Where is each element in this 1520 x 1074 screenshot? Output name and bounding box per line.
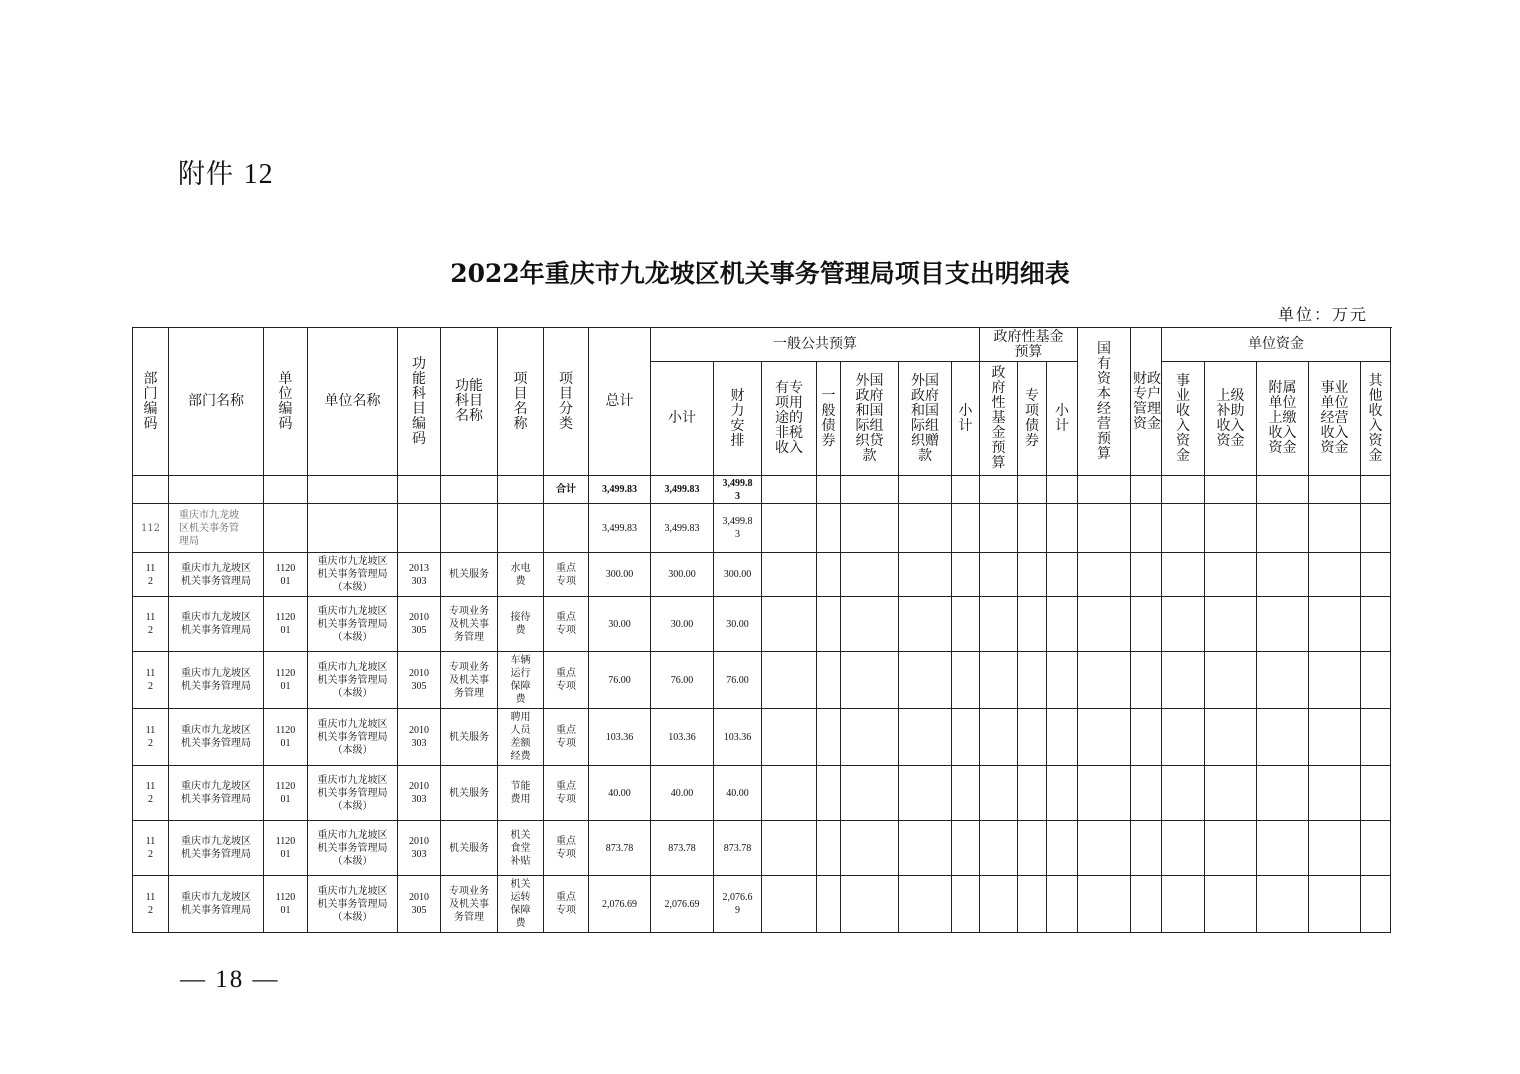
table-row xyxy=(133,876,1391,933)
row-proj-type: 重点专项 xyxy=(544,766,589,821)
empty-cell xyxy=(817,876,841,933)
empty-cell xyxy=(1078,766,1131,821)
row-func-code: 2010303 xyxy=(398,821,441,876)
dept-row-fiscal: 3,499.83 xyxy=(714,504,762,553)
empty-cell xyxy=(1361,709,1391,766)
empty-cell xyxy=(841,766,899,821)
attachment-number: 12 xyxy=(243,159,274,190)
empty-cell xyxy=(762,709,817,766)
header-gf-budget: 政府性基金预算 xyxy=(980,362,1018,476)
empty-cell xyxy=(952,821,980,876)
row-total: 2,076.69 xyxy=(589,876,651,933)
empty-cell xyxy=(1361,821,1391,876)
empty-cell xyxy=(1257,553,1309,597)
empty-cell xyxy=(1047,876,1078,933)
row-dept-name: 重庆市九龙坡区机关事务管理局 xyxy=(169,597,264,652)
empty-cell xyxy=(899,597,952,652)
empty-cell xyxy=(1078,597,1131,652)
header-gb-nontax: 有专项用途的非税收入 xyxy=(762,362,817,476)
empty-cell xyxy=(1018,876,1047,933)
table-row xyxy=(133,652,1391,709)
empty-cell xyxy=(1361,652,1391,709)
summary-fiscal: 3,499.83 xyxy=(714,476,762,504)
summary-subtotal: 3,499.83 xyxy=(651,476,714,504)
empty-cell xyxy=(762,766,817,821)
empty-cell xyxy=(1047,821,1078,876)
header-total: 总计 xyxy=(589,328,651,476)
empty-cell xyxy=(762,876,817,933)
row-func-code: 2010305 xyxy=(398,652,441,709)
row-fiscal: 76.00 xyxy=(714,652,762,709)
dept-row-total: 3,499.83 xyxy=(589,504,651,553)
row-unit-name: 重庆市九龙坡区机关事务管理局（本级） xyxy=(308,597,398,652)
row-subtotal: 873.78 xyxy=(651,821,714,876)
header-gb-subtotal: 小计 xyxy=(651,362,714,476)
empty-cell xyxy=(762,652,817,709)
empty-cell xyxy=(1309,597,1361,652)
empty-cell xyxy=(1047,553,1078,597)
table-row xyxy=(133,766,1391,821)
empty-cell xyxy=(1205,652,1257,709)
row-dept-name: 重庆市九龙坡区机关事务管理局 xyxy=(169,553,264,597)
empty-cell xyxy=(899,652,952,709)
empty-cell xyxy=(1309,709,1361,766)
empty-cell xyxy=(952,876,980,933)
row-unit-code: 112001 xyxy=(264,709,308,766)
row-func-code: 2010303 xyxy=(398,709,441,766)
row-dept-code: 112 xyxy=(133,709,169,766)
empty-cell xyxy=(1018,821,1047,876)
row-func-name: 机关服务 xyxy=(441,709,498,766)
table-row xyxy=(133,597,1391,652)
row-dept-code: 112 xyxy=(133,821,169,876)
header-uf-subtotal: 小计 xyxy=(1047,362,1078,476)
header-uf-superior: 上级补助收入资金 xyxy=(1205,362,1257,476)
row-proj-type: 重点专项 xyxy=(544,709,589,766)
empty-cell xyxy=(1047,766,1078,821)
header-uf-business: 事业收入资金 xyxy=(1162,362,1205,476)
row-subtotal: 103.36 xyxy=(651,709,714,766)
empty-cell xyxy=(1018,597,1047,652)
empty-cell xyxy=(1131,709,1162,766)
empty-cell xyxy=(817,597,841,652)
row-func-name: 机关服务 xyxy=(441,553,498,597)
row-func-code: 2010305 xyxy=(398,876,441,933)
row-unit-code: 112001 xyxy=(264,597,308,652)
empty-cell xyxy=(1205,876,1257,933)
empty-cell xyxy=(817,652,841,709)
header-uf-other: 其他收入资金 xyxy=(1361,362,1391,476)
empty-cell xyxy=(1131,876,1162,933)
empty-cell xyxy=(1078,652,1131,709)
empty-cell xyxy=(1361,553,1391,597)
table-row xyxy=(133,553,1391,597)
row-subtotal: 40.00 xyxy=(651,766,714,821)
empty-cell xyxy=(1131,597,1162,652)
empty-cell xyxy=(841,876,899,933)
row-proj-name: 聘用人员差额经费 xyxy=(498,709,544,766)
header-general-budget: 一般公共预算 xyxy=(651,328,980,362)
empty-cell xyxy=(1257,709,1309,766)
row-dept-code: 112 xyxy=(133,553,169,597)
empty-cell xyxy=(980,709,1018,766)
row-proj-name: 接待费 xyxy=(498,597,544,652)
empty-cell xyxy=(1257,876,1309,933)
row-proj-name: 节能费用 xyxy=(498,766,544,821)
empty-cell xyxy=(1162,652,1205,709)
row-proj-name: 车辆运行保障费 xyxy=(498,652,544,709)
empty-cell xyxy=(1078,821,1131,876)
empty-cell xyxy=(980,652,1018,709)
row-func-name: 机关服务 xyxy=(441,821,498,876)
row-unit-name: 重庆市九龙坡区机关事务管理局（本级） xyxy=(308,553,398,597)
empty-cell xyxy=(841,821,899,876)
empty-cell xyxy=(762,597,817,652)
summary-total: 3,499.83 xyxy=(589,476,651,504)
row-total: 873.78 xyxy=(589,821,651,876)
empty-cell xyxy=(841,597,899,652)
empty-cell xyxy=(899,553,952,597)
empty-cell xyxy=(952,709,980,766)
empty-cell xyxy=(1078,876,1131,933)
empty-cell xyxy=(899,876,952,933)
row-dept-name: 重庆市九龙坡区机关事务管理局 xyxy=(169,876,264,933)
empty-cell xyxy=(1047,652,1078,709)
row-proj-name: 机关食堂补贴 xyxy=(498,821,544,876)
header-dept-code: 部门编码 xyxy=(133,328,169,476)
row-func-code: 2010305 xyxy=(398,597,441,652)
row-unit-name: 重庆市九龙坡区机关事务管理局（本级） xyxy=(308,876,398,933)
row-subtotal: 76.00 xyxy=(651,652,714,709)
empty-cell xyxy=(1257,652,1309,709)
row-fiscal: 30.00 xyxy=(714,597,762,652)
empty-cell xyxy=(1309,821,1361,876)
empty-cell xyxy=(1162,821,1205,876)
row-total: 300.00 xyxy=(589,553,651,597)
header-gf-subtotal: 小计 xyxy=(952,362,980,476)
row-proj-type: 重点专项 xyxy=(544,597,589,652)
row-unit-code: 112001 xyxy=(264,876,308,933)
row-total: 103.36 xyxy=(589,709,651,766)
empty-cell xyxy=(841,553,899,597)
row-func-code: 2010303 xyxy=(398,766,441,821)
row-unit-code: 112001 xyxy=(264,652,308,709)
empty-cell xyxy=(1131,821,1162,876)
empty-cell xyxy=(952,652,980,709)
header-dept-name: 部门名称 xyxy=(169,328,264,476)
empty-cell xyxy=(980,597,1018,652)
row-unit-code: 112001 xyxy=(264,766,308,821)
page-number: — 18 — xyxy=(180,966,280,993)
header-func-name: 功能科目名称 xyxy=(441,328,498,476)
row-proj-type: 重点专项 xyxy=(544,553,589,597)
row-unit-code: 112001 xyxy=(264,821,308,876)
empty-cell xyxy=(1361,597,1391,652)
row-proj-name: 机关运转保障费 xyxy=(498,876,544,933)
empty-cell xyxy=(1361,766,1391,821)
page-title: 2022年重庆市九龙坡区机关事务管理局项目支出明细表 xyxy=(450,259,1070,288)
row-proj-type: 重点专项 xyxy=(544,876,589,933)
dept-row-subtotal: 3,499.83 xyxy=(651,504,714,553)
empty-cell xyxy=(1018,709,1047,766)
header-func-code: 功能科目编码 xyxy=(398,328,441,476)
row-total: 76.00 xyxy=(589,652,651,709)
empty-cell xyxy=(1309,652,1361,709)
row-dept-code: 112 xyxy=(133,876,169,933)
attachment-label-text: 附件 xyxy=(178,159,234,190)
table-row xyxy=(133,709,1391,766)
row-unit-name: 重庆市九龙坡区机关事务管理局（本级） xyxy=(308,652,398,709)
empty-cell xyxy=(952,553,980,597)
project-expenditure-table xyxy=(132,327,1391,933)
empty-cell xyxy=(980,553,1018,597)
empty-cell xyxy=(1162,876,1205,933)
empty-cell xyxy=(1162,709,1205,766)
header-uf-affiliated: 附属单位上缴收入资金 xyxy=(1257,362,1309,476)
row-fiscal: 103.36 xyxy=(714,709,762,766)
empty-cell xyxy=(1309,553,1361,597)
empty-cell xyxy=(1257,766,1309,821)
row-dept-name: 重庆市九龙坡区机关事务管理局 xyxy=(169,821,264,876)
empty-cell xyxy=(1131,766,1162,821)
empty-cell xyxy=(1162,597,1205,652)
header-proj-type: 项目分类 xyxy=(544,328,589,476)
empty-cell xyxy=(1047,597,1078,652)
summary-label: 合计 xyxy=(544,476,589,504)
row-subtotal: 300.00 xyxy=(651,553,714,597)
empty-cell xyxy=(952,766,980,821)
header-unit-code: 单位编码 xyxy=(264,328,308,476)
attachment-label xyxy=(178,152,274,191)
row-func-name: 专项业务及机关事务管理 xyxy=(441,652,498,709)
empty-cell xyxy=(1162,766,1205,821)
header-state-capital: 国有资本经营预算 xyxy=(1078,328,1131,476)
empty-cell xyxy=(1018,766,1047,821)
header-fiscal-special: 财政专户管理资金 xyxy=(1131,328,1162,476)
empty-cell xyxy=(1078,709,1131,766)
empty-cell xyxy=(1205,821,1257,876)
empty-cell xyxy=(817,821,841,876)
empty-cell xyxy=(841,709,899,766)
summary-row xyxy=(133,476,1391,504)
dept-row xyxy=(133,504,1391,553)
empty-cell xyxy=(841,652,899,709)
empty-cell xyxy=(1078,553,1131,597)
header-unit-funds: 单位资金 xyxy=(1162,328,1391,362)
row-proj-name: 水电费 xyxy=(498,553,544,597)
empty-cell xyxy=(899,821,952,876)
row-dept-code: 112 xyxy=(133,597,169,652)
empty-cell xyxy=(817,709,841,766)
row-dept-name: 重庆市九龙坡区机关事务管理局 xyxy=(169,709,264,766)
empty-cell xyxy=(1047,709,1078,766)
row-dept-name: 重庆市九龙坡区机关事务管理局 xyxy=(169,652,264,709)
empty-cell xyxy=(1257,821,1309,876)
row-func-name: 专项业务及机关事务管理 xyxy=(441,597,498,652)
row-func-name: 机关服务 xyxy=(441,766,498,821)
empty-cell xyxy=(980,876,1018,933)
row-unit-name: 重庆市九龙坡区机关事务管理局（本级） xyxy=(308,766,398,821)
row-total: 30.00 xyxy=(589,597,651,652)
row-func-code: 2013303 xyxy=(398,553,441,597)
row-total: 40.00 xyxy=(589,766,651,821)
header-uf-operating: 事业单位经营收入资金 xyxy=(1309,362,1361,476)
row-fiscal: 300.00 xyxy=(714,553,762,597)
dept-row-code: 112 xyxy=(133,504,169,553)
empty-cell xyxy=(1018,652,1047,709)
empty-cell xyxy=(817,766,841,821)
header-gb-fiscal: 财力安排 xyxy=(714,362,762,476)
empty-cell xyxy=(1361,876,1391,933)
empty-cell xyxy=(980,821,1018,876)
row-func-name: 专项业务及机关事务管理 xyxy=(441,876,498,933)
empty-cell xyxy=(899,709,952,766)
row-subtotal: 2,076.69 xyxy=(651,876,714,933)
row-dept-code: 112 xyxy=(133,652,169,709)
header-gov-fund: 政府性基金预算 xyxy=(980,328,1078,362)
row-dept-code: 112 xyxy=(133,766,169,821)
header-gb-foreign-loan: 外国政府和国际组织贷款 xyxy=(841,362,899,476)
empty-cell xyxy=(817,553,841,597)
header-gb-bond: 一般债券 xyxy=(817,362,841,476)
table-row xyxy=(133,821,1391,876)
empty-cell xyxy=(762,821,817,876)
row-proj-type: 重点专项 xyxy=(544,652,589,709)
empty-cell xyxy=(1257,597,1309,652)
empty-cell xyxy=(952,597,980,652)
row-unit-name: 重庆市九龙坡区机关事务管理局（本级） xyxy=(308,709,398,766)
header-gf-bond: 专项债券 xyxy=(1018,362,1047,476)
row-unit-name: 重庆市九龙坡区机关事务管理局（本级） xyxy=(308,821,398,876)
empty-cell xyxy=(1205,766,1257,821)
row-fiscal: 2,076.69 xyxy=(714,876,762,933)
row-unit-code: 112001 xyxy=(264,553,308,597)
empty-cell xyxy=(1131,553,1162,597)
empty-cell xyxy=(899,766,952,821)
empty-cell xyxy=(980,766,1018,821)
header-gb-foreign-grant: 外国政府和国际组织赠款 xyxy=(899,362,952,476)
empty-cell xyxy=(1205,553,1257,597)
header-proj-name: 项目名称 xyxy=(498,328,544,476)
row-proj-type: 重点专项 xyxy=(544,821,589,876)
unit-label: 单位：万元 xyxy=(1278,305,1369,324)
row-fiscal: 873.78 xyxy=(714,821,762,876)
empty-cell xyxy=(1018,553,1047,597)
empty-cell xyxy=(1162,553,1205,597)
row-fiscal: 40.00 xyxy=(714,766,762,821)
empty-cell xyxy=(1205,597,1257,652)
empty-cell xyxy=(1205,709,1257,766)
empty-cell xyxy=(762,553,817,597)
row-dept-name: 重庆市九龙坡区机关事务管理局 xyxy=(169,766,264,821)
empty-cell xyxy=(1131,652,1162,709)
empty-cell xyxy=(1309,766,1361,821)
dept-row-name: 重庆市九龙坡区机关事务管理局 xyxy=(169,504,264,553)
header-unit-name: 单位名称 xyxy=(308,328,398,476)
empty-cell xyxy=(1309,876,1361,933)
row-subtotal: 30.00 xyxy=(651,597,714,652)
